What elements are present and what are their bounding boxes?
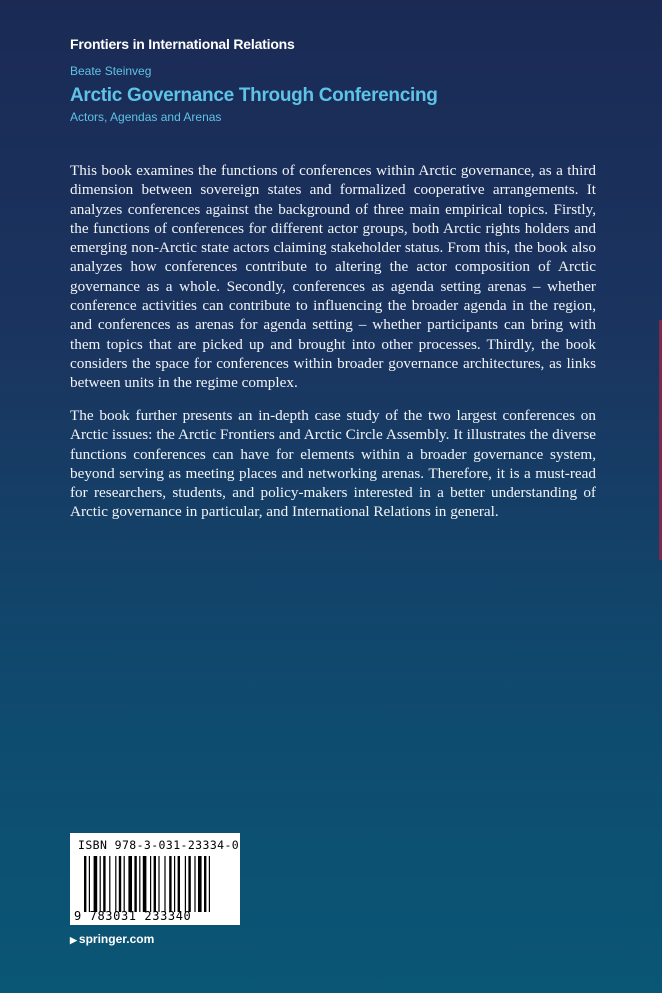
blurb-paragraph-1: This book examines the functions of conferences within Arctic governance, as a third dimension between sovereign states and formalized cooperative arrangements. It analyzes conferences against the background of three main empirical topics. Firstly, the functions of conferences for different actor groups, both Arctic rights holders and emerging non-Arctic state actors claiming stakeholder status. From this, the book also analyzes how conferences contribute to altering the actor composition of Arctic governance as a whole. Secondly, conferences as agenda setting arenas – whether conference activities can contribute to influencing the broader agenda in the region, and conferences as arenas for agenda setting – whether participants can bring with them topics that are picked up and brought into other processes. Thirdly, the book considers the space for conferences within broader governance architectures, as links between units in the regime complex.	[70, 162, 596, 392]
publisher-link-label: springer.com	[78, 932, 155, 946]
series-title: Frontiers in International Relations	[70, 36, 295, 52]
book-subtitle: Actors, Agendas and Arenas	[70, 110, 222, 124]
barcode-box	[70, 833, 240, 925]
blurb-paragraph-2: The book further presents an in-depth case study of the two largest conferences on Arctic issues: the Arctic Frontiers and Arctic Circle Assembly. It illustrates the diverse functions conferences can have for elements within a broader governance system, beyond serving as meeting places and networking arenas. Therefore, it is a must-read for researchers, students, and policy-makers interested in a better understanding of Arctic governance in particular, and International Relations in general.	[70, 407, 596, 521]
author-name: Beate Steinveg	[70, 64, 152, 78]
barcode-digits: 9 783031 233340	[74, 909, 192, 923]
triangle-right-icon: ▶	[70, 935, 77, 945]
isbn-label: ISBN 978-3-031-23334-0	[78, 838, 240, 852]
barcode-icon	[84, 856, 234, 912]
publisher-link[interactable]	[70, 932, 154, 946]
book-title: Arctic Governance Through Conferencing	[70, 85, 438, 106]
